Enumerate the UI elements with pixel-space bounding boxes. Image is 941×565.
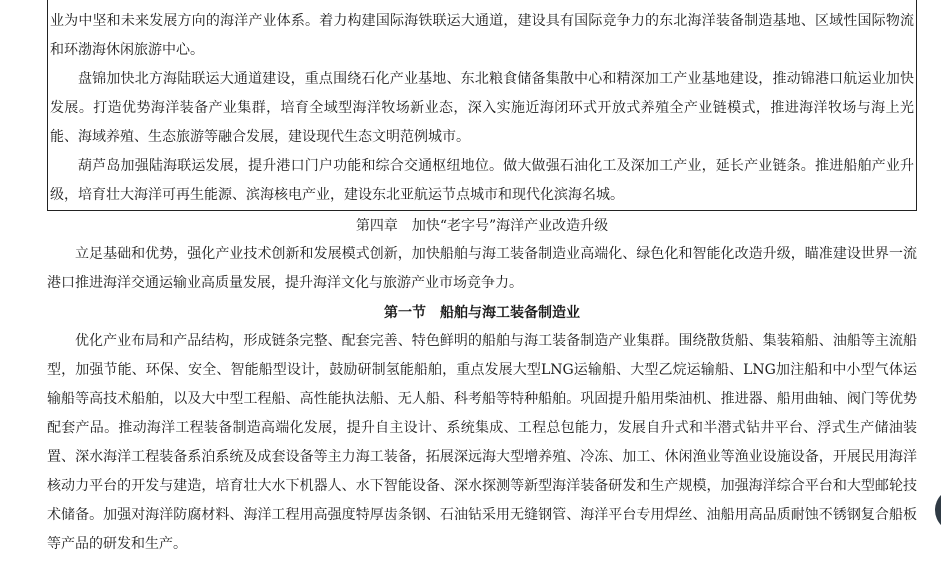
paragraph-huludao: 葫芦岛加强陆海联运发展，提升港口门户功能和综合交通枢纽地位。做大做强石油化工及深加工产业，延长产业链条。推进船舶产业升级，培育壮大海洋可再生能源、滨海核电产业，建设东北亚航运节点城市和现代化滨海名城。 bbox=[50, 158, 914, 203]
chapter-title: 第四章 加快“老字号”海洋产业改造升级 bbox=[355, 218, 609, 234]
paragraph-regional-hub: 业为中坚和未来发展方向的海洋产业体系。着力构建国际海铁联运大通道，建设具有国际竞争力的东北海洋装备制造基地、区域性国际物流和环渤海休闲旅游中心。 bbox=[50, 13, 914, 58]
bordered-regional-plan-box bbox=[47, 0, 917, 211]
side-scroll-tab-icon[interactable] bbox=[935, 488, 941, 532]
chapter-intro-block bbox=[47, 240, 917, 298]
paragraph-panjin: 盘锦加快北方海陆联运大通道建设，重点围绕石化产业基地、东北粮食储备集散中心和精深加工产业基地建设，推动锦港口航运业加快发展。打造优势海洋装备产业集群，培育全域型海洋牧场新业态，深入实施近海闭环式开放式养殖全产业链模式，推进海洋牧场与海上光能、海域养殖、生态旅游等融合发展，建设现代生态文明范例城市。 bbox=[50, 71, 914, 145]
section-body-block bbox=[47, 327, 917, 559]
section-body-paragraph: 优化产业布局和产品结构，形成链条完整、配套完善、特色鲜明的船舶与海工装备制造产业集群。围绕散货船、集装箱船、油船等主流船型，加强节能、环保、安全、智能船型设计，鼓励研制氢能船舶，重点发展大型LNG运输船、大型乙烷运输船、LNG加注船和中小型气体运输船等高技术船舶，以及大中型工程船、高性能执法船、无人船、科考船等特种船舶。巩固提升船用柴油机、推进器、船用曲轴、阀门等优势配套产品。推动海洋工程装备制造高端化发展，提升自主设计、系统集成、工程总包能力，发展自升式和半潜式钻井平台、浮式生产储油装置、深水海洋工程装备系泊系统及成套设备等主力海工装备，拓展深远海大型增养殖、冷冻、加工、休闲渔业等渔业设施设备，开展民用海洋核动力平台的开发与建造，培育壮大水下机器人、水下智能设备、深水探测等新型海洋装备研发和生产规模，加强海洋综合平台和大型邮轮技术储备。加强对海洋防腐材料、海洋工程用高强度特厚齿条钢、石油钻采用无缝钢管、海洋平台专用焊丝、油船用高品质耐蚀不锈钢复合船板等产品的研发和生产。 bbox=[47, 333, 917, 552]
section-title: 第一节 船舶与海工装备制造业 bbox=[384, 305, 580, 321]
chapter-intro-paragraph: 立足基础和优势，强化产业技术创新和发展模式创新，加快船舶与海工装备制造业高端化、绿色化和智能化改造升级，瞄准建设世界一流港口推进海洋交通运输业高质量发展，提升海洋文化与旅游产业市场竞争力。 bbox=[47, 246, 917, 291]
